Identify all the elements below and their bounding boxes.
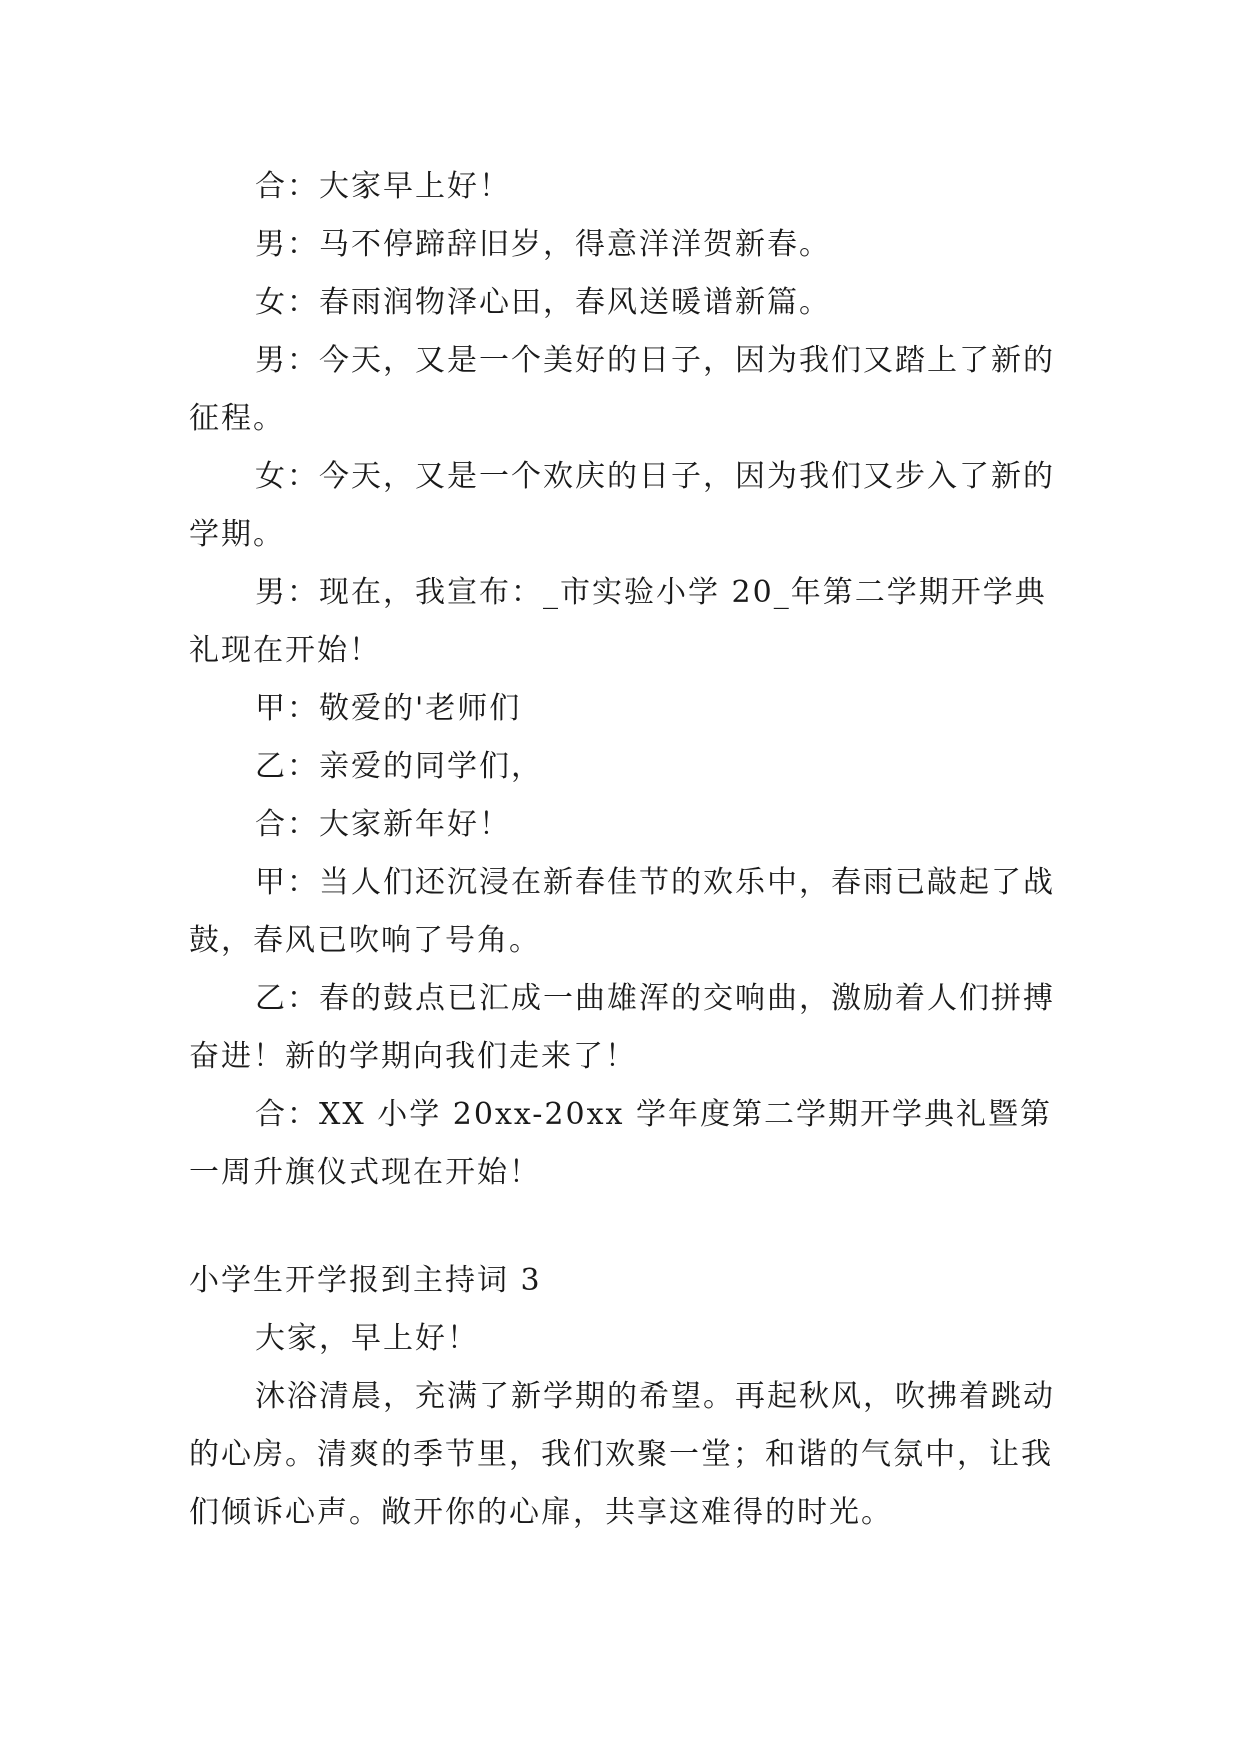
paragraph: 合：大家新年好！ — [255, 807, 511, 842]
paragraph: 合：XX 小学 20xx-20xx 学年度第二学期开学典礼暨第一周升旗仪式现在开始！ — [189, 1097, 1052, 1190]
paragraph: 沐浴清晨，充满了新学期的希望。再起秋风，吹拂着跳动的心房。清爽的季节里，我们欢聚一堂；和谐的气氛中，让我们倾诉心声。敞开你的心扉，共享这难得的时光。 — [189, 1379, 1055, 1530]
paragraph: 女：春雨润物泽心田，春风送暖谱新篇。 — [255, 285, 831, 320]
paragraph: 乙：春的鼓点已汇成一曲雄浑的交响曲，激励着人们拼搏奋进！新的学期向我们走来了！ — [189, 981, 1055, 1074]
paragraph: 大家，早上好！ — [255, 1321, 479, 1356]
paragraph: 男：马不停蹄辞旧岁，得意洋洋贺新春。 — [255, 227, 831, 262]
paragraph: 女：今天，又是一个欢庆的日子，因为我们又步入了新的学期。 — [189, 459, 1055, 552]
document-body — [189, 158, 1059, 1542]
paragraph: 乙：亲爱的同学们， — [255, 749, 543, 784]
paragraph: 甲：当人们还沉浸在新春佳节的欢乐中，春雨已敲起了战鼓，春风已吹响了号角。 — [189, 865, 1055, 958]
paragraph: 合：大家早上好！ — [255, 169, 511, 204]
paragraph: 甲：敬爱的'老师们 — [255, 691, 522, 726]
section-title: 小学生开学报到主持词 3 — [189, 1263, 542, 1298]
paragraph: 男：现在，我宣布：_市实验小学 20_年第二学期开学典礼现在开始！ — [189, 575, 1047, 668]
paragraph: 男：今天，又是一个美好的日子，因为我们又踏上了新的征程。 — [189, 343, 1055, 436]
